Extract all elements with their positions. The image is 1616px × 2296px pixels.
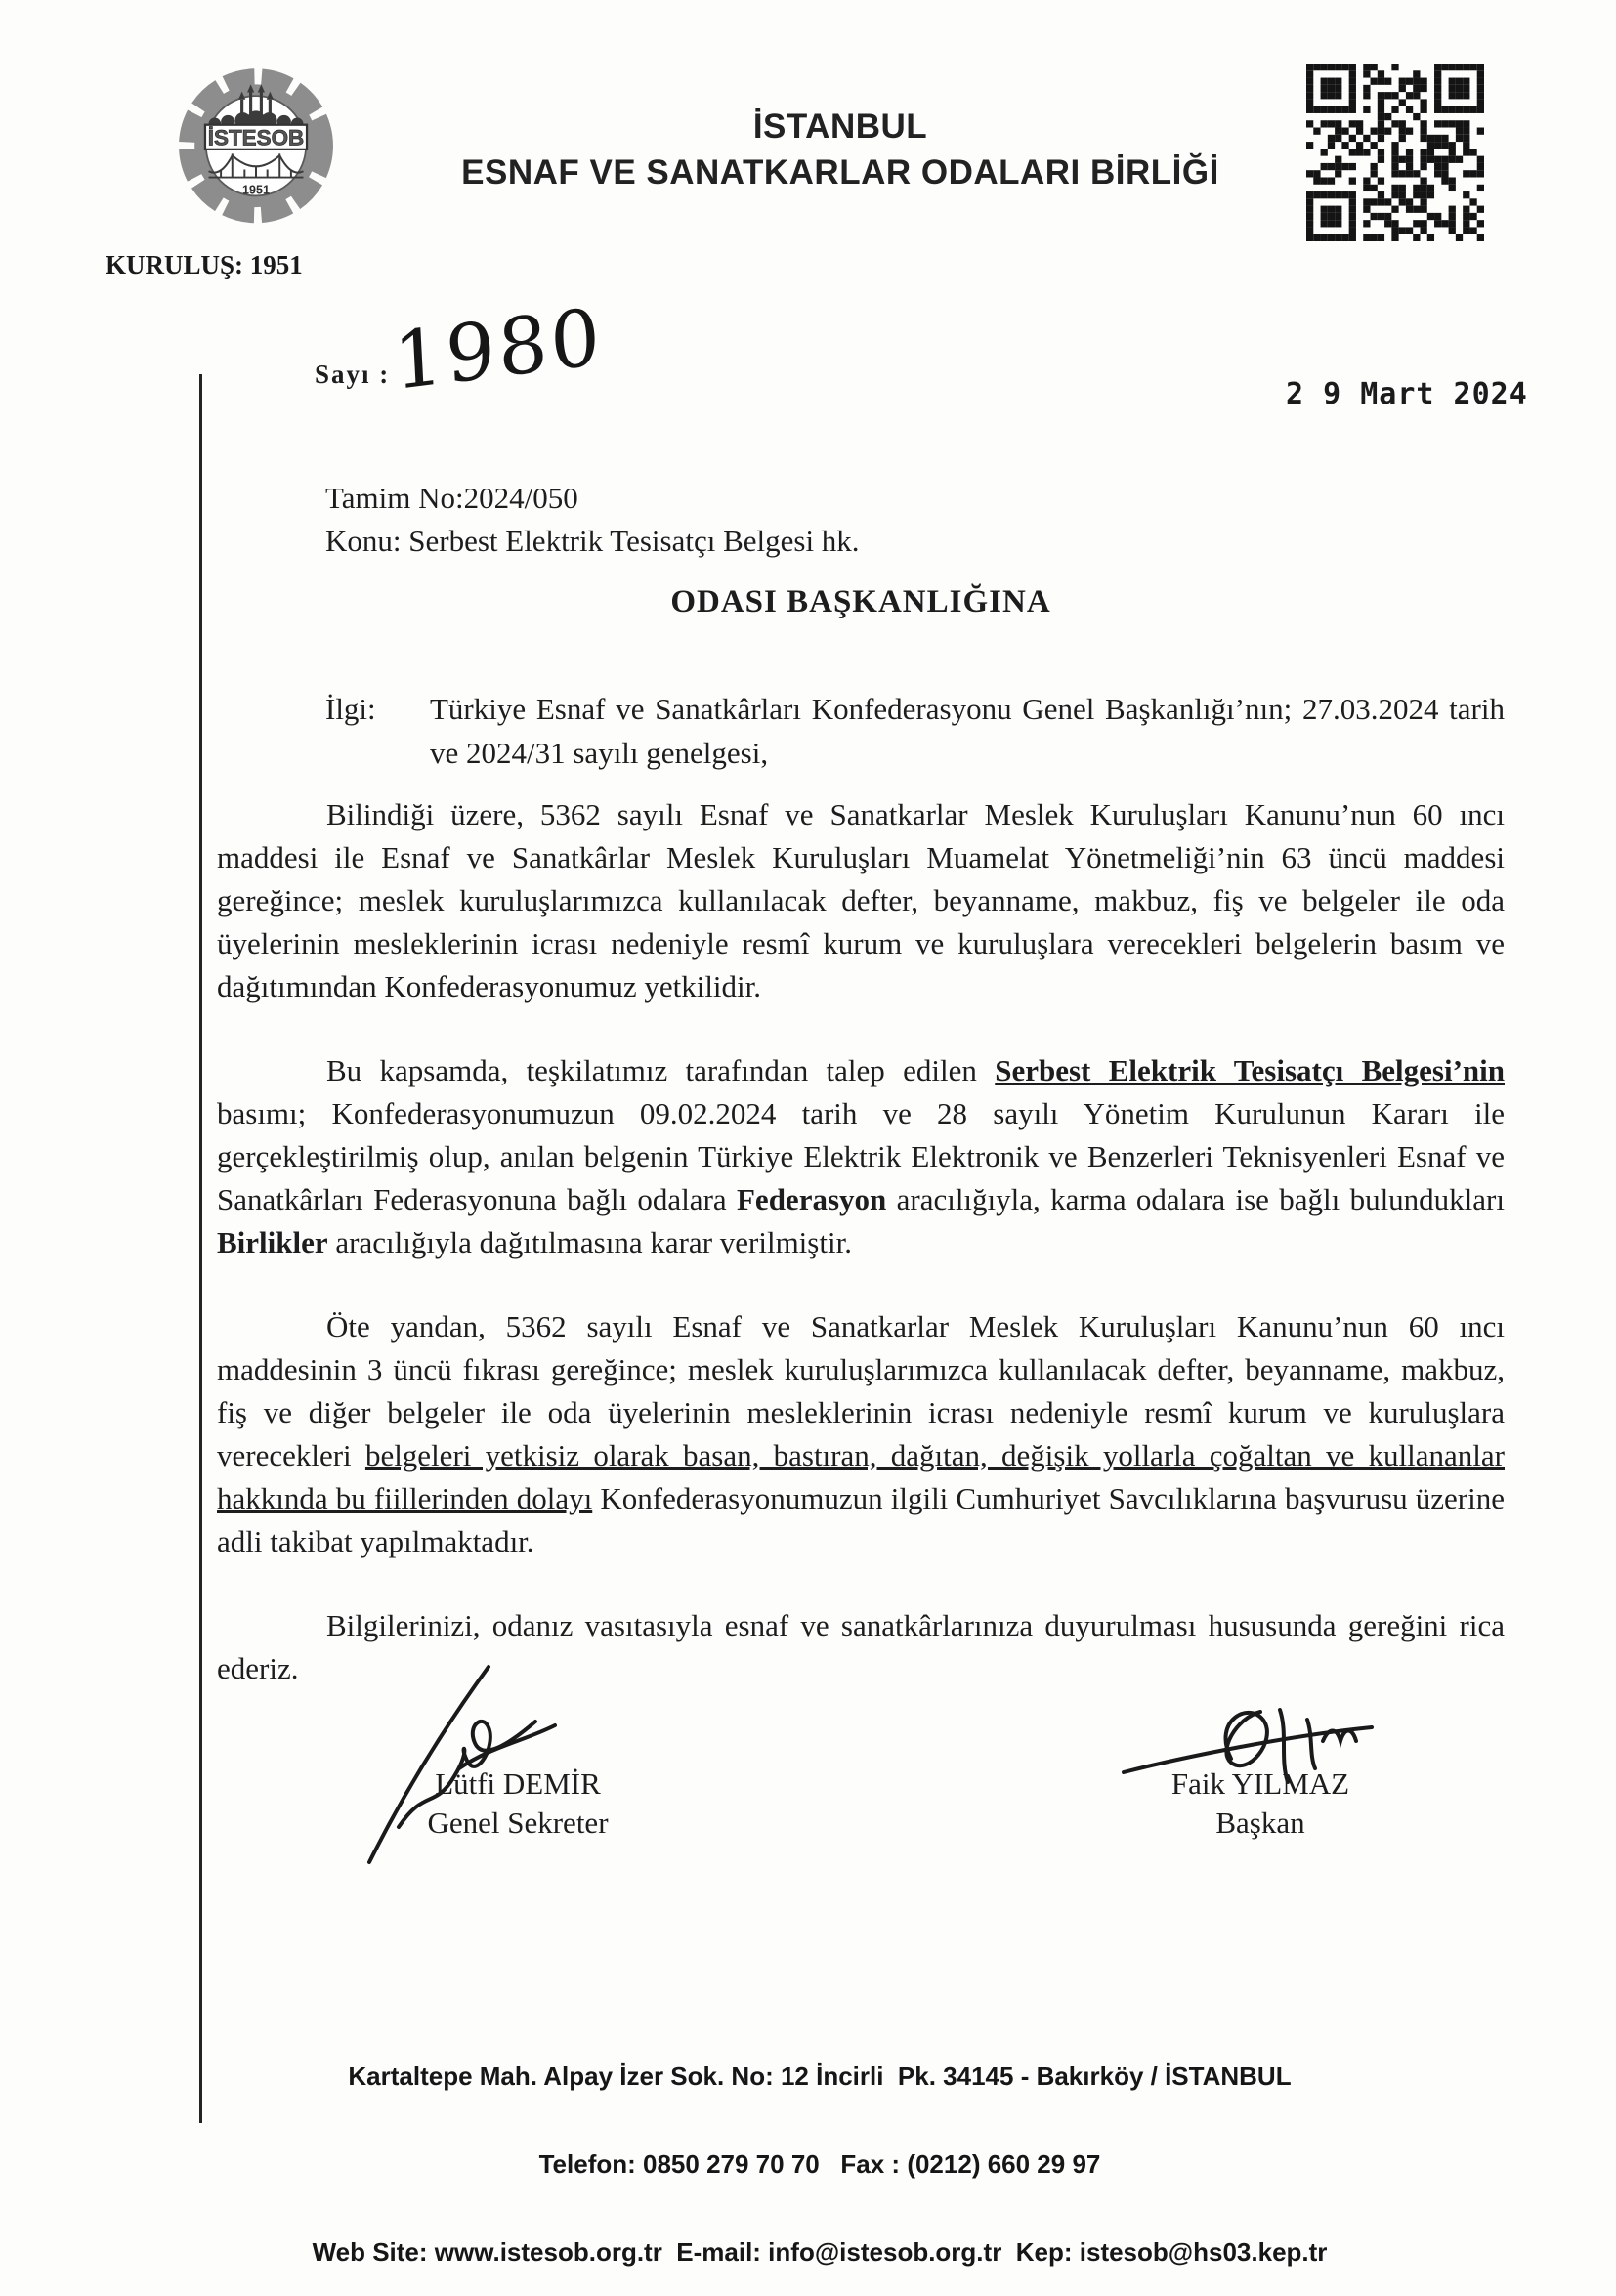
tamim-no: Tamim No:2024/050 <box>325 481 578 515</box>
paragraph-3-text: Konfederasyonumuzun ilgili Cumhuriyet Savcılıklarına başvurusu üzerine adli takibat yapılmaktadır. <box>217 1481 1505 1558</box>
paragraph-2-text: basımı; Konfederasyonumuzun 09.02.2024 tarih ve 28 sayılı Yönetim Kurulunun Kararı ile gerçekleştirilmiş olup, anılan belgenin Türkiye Elektrik Elektronik ve Benzerleri Teknisyenleri Esnaf ve Sanatkârları Federasyonuna bağlı odalara <box>217 1096 1505 1216</box>
signatory-left-title: Genel Sekreter <box>427 1806 609 1840</box>
istesob-logo-graphic <box>168 63 344 234</box>
letter-body <box>217 793 1505 1731</box>
paragraph-2-bold: Federasyon <box>737 1182 887 1216</box>
paragraph-1: Bilindiği üzere, 5362 sayılı Esnaf ve Sanatkarlar Meslek Kuruluşları Kanunu’nun 60 ıncı maddesi ile Esnaf ve Sanatkârlar Meslek Kuruluşları Muamelat Yönetmeliği’nin 63 üncü maddesi gereğince; meslek kuruluşlarımızca kullanılacak defter, beyanname, makbuz, fiş ve belgeler ile oda üyelerinin mesleklerinin icrası nedeniyle resmî kurum ve kuruluşlara verecekleri belgelerin basım ve dağıtımından Konfederasyonumuz yetkilidir. <box>217 797 1505 1003</box>
paragraph-4: Bilgilerinizi, odanız vasıtasıyla esnaf ve sanatkârlarınıza duyurulması hususunda gereğini rica ederiz. <box>217 1608 1505 1685</box>
recipient-heading: ODASI BAŞKANLIĞINA <box>670 584 1051 619</box>
signatory-left <box>361 1765 674 1843</box>
paragraph-2-text: aracılığıyla dağıtılmasına karar verilmiştir. <box>327 1225 852 1259</box>
letterhead-line2: ESNAF VE SANATKARLAR ODALARI BİRLİĞİ <box>461 153 1219 191</box>
paragraph-3-text: Öte yandan, 5362 sayılı Esnaf ve Sanatkarlar Meslek Kuruluşları Kanunu’nun 60 ıncı maddesinin 3 üncü fıkrası gereğince; meslek kuruluşlarımızca kullanılacak defter, beyanname, makbuz, fiş ve diğer belgeler ile oda üyelerinin mesleklerinin icrası nedeniyle resmî kurum ve kuruluşlara verecekleri <box>217 1309 1505 1472</box>
signatory-right-title: Başkan <box>1215 1806 1305 1840</box>
sayi-label: Sayı : <box>315 360 391 389</box>
konu-line: Konu: Serbest Elektrik Tesisatçı Belgesi hk. <box>325 524 860 558</box>
istesob-logo <box>168 63 344 234</box>
paragraph-2-text: Bu kapsamda, teşkilatımız tarafından talep edilen <box>326 1053 996 1087</box>
paragraph-2-bold: Birlikler <box>217 1225 328 1259</box>
paragraph-2-emphasis: Serbest Elektrik Tesisatçı Belgesi’nin <box>995 1053 1505 1087</box>
paragraph-2-text: aracılığıyla, karma odalara ise bağlı bulundukları <box>886 1182 1505 1216</box>
paragraph-3 <box>217 1305 1505 1563</box>
fold-line <box>199 374 202 2123</box>
paragraph-3-underlined: belgeleri yetkisiz olarak basan, bastıran, dağıtan, değişik yollarla çoğaltan ve kullananlar hakkında bu fiillerinden dolayı <box>217 1438 1505 1515</box>
footer-address: Kartaltepe Mah. Alpay İzer Sok. No: 12 İncirli Pk. 34145 - Bakırköy / İSTANBUL <box>348 2062 1292 2091</box>
reference-block <box>325 477 860 563</box>
signatory-right <box>1114 1765 1407 1843</box>
founding-caption: KURULUŞ: 1951 <box>106 250 303 279</box>
sayi-handwritten-number: 1980 <box>391 290 606 408</box>
date-stamp: 2 9 Mart 2024 <box>1286 377 1528 411</box>
signatory-right-name: Faik YILMAZ <box>1170 1766 1350 1801</box>
footer-contact-block <box>176 2003 1464 2296</box>
qr-code <box>1306 62 1484 243</box>
logo-abbr-text: İSTESOB <box>207 125 305 150</box>
signatory-left-name: Lütfi DEMİR <box>435 1766 601 1801</box>
ilgi-text: Türkiye Esnaf ve Sanatkârları Konfederasyonu Genel Başkanlığı’nın; 27.03.2024 tarih ve 2024/31 sayılı genelgesi, <box>430 692 1505 770</box>
ilgi-block <box>325 687 1505 775</box>
ilgi-label: İlgi: <box>325 692 376 726</box>
footer-web: Web Site: www.istesob.org.tr E-mail: info@istesob.org.tr Kep: istesob@hs03.kep.tr <box>312 2237 1328 2267</box>
logo-year-text: 1951 <box>242 183 270 197</box>
footer-phone: Telefon: 0850 279 70 70 Fax : (0212) 660 29 97 <box>538 2149 1101 2179</box>
paragraph-2 <box>217 1049 1505 1264</box>
letterhead-title <box>449 104 1231 195</box>
qr-code-graphic <box>1306 62 1484 243</box>
letterhead-line1: İSTANBUL <box>752 107 928 146</box>
